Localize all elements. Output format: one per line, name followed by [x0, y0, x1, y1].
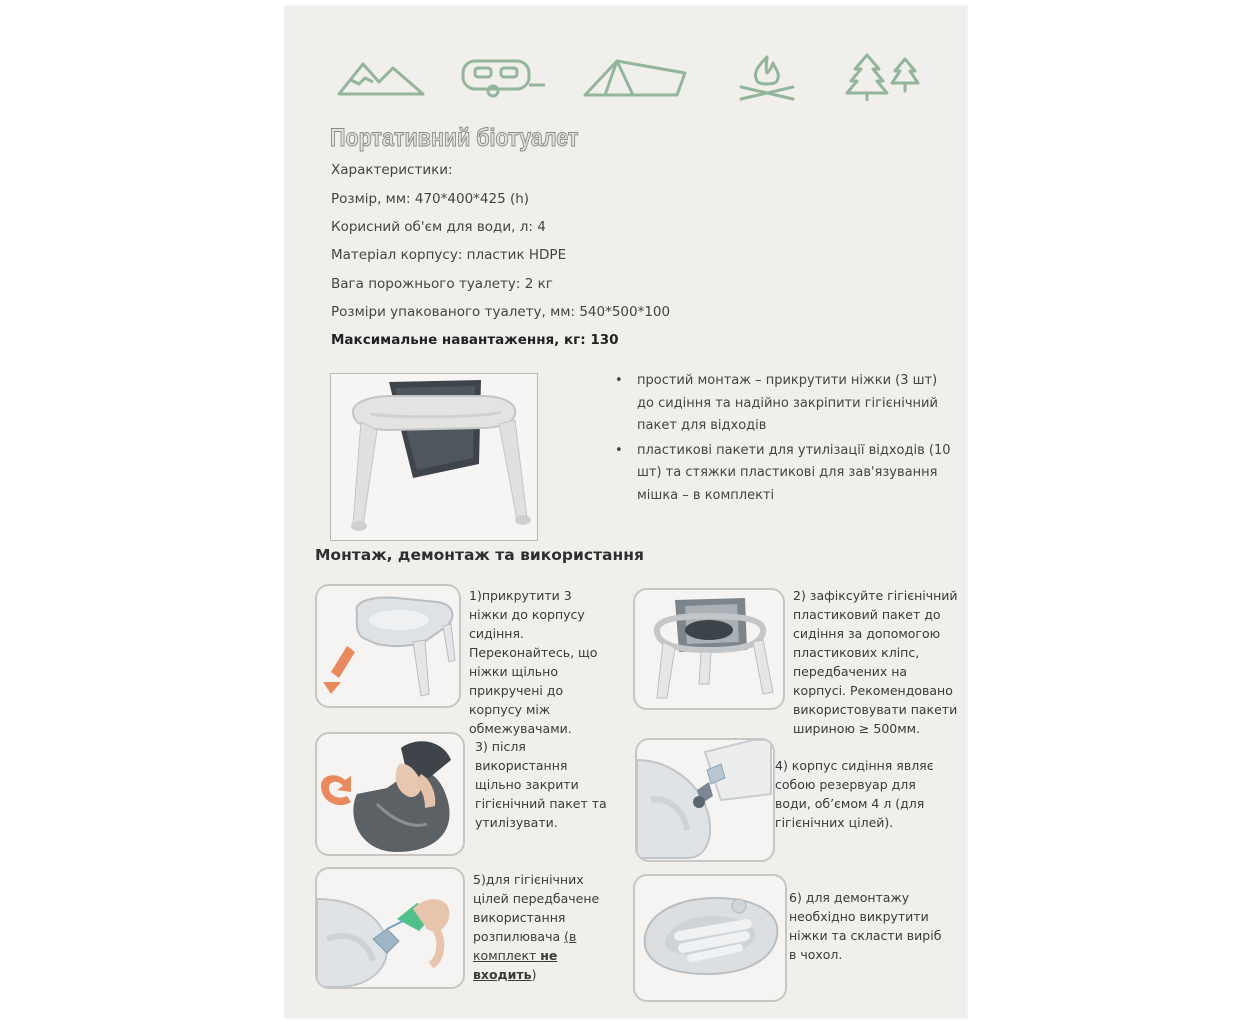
step4-text: 4) корпус сидіння являє собою резервуар для води, об’ємом 4 л (для гігієнічних цілей).	[775, 758, 934, 830]
step5-not-included: не входить	[473, 948, 558, 982]
campfire-icon	[735, 51, 799, 101]
list-item	[615, 440, 955, 508]
mountains-icon	[335, 51, 427, 101]
list-item	[615, 370, 955, 438]
feature-bags-included: пластикові пакети для утилізації відходів (10 шт) та стяжки пластикові для зав'язування мішка – в комплекті	[637, 442, 951, 503]
spec-weight: Вага порожнього туалету: 2 кг	[331, 276, 553, 292]
step6-text: 6) для демонтажу необхідно викрутити ніжки та скласти виріб в чохол.	[789, 890, 942, 962]
icon-row	[335, 51, 935, 101]
spec-size: Розмір, мм: 470*400*425 (h)	[331, 191, 530, 207]
spec-material: Матеріал корпусу: пластик HDPE	[331, 247, 567, 263]
product-photo	[330, 373, 538, 541]
step6-photo	[633, 874, 787, 1002]
step1-text: 1)прикрутити 3 ніжки до корпусу сидіння. Переконайтесь, що ніжки щільно прикручені до корпусу між обмежувачами.	[469, 588, 598, 736]
pine-trees-icon	[843, 51, 925, 101]
step5-komplekt: комплект	[473, 948, 537, 963]
spec-water-volume: Корисний об'єм для води, л: 4	[331, 219, 546, 235]
step2-text: 2) зафіксуйте гігієнічний пластиковий пакет до сидіння за допомогою пластикових кліпс, передбачених на корпусі. Рекомендовано використовувати пакети шириною ≥ 500мм.	[793, 588, 958, 736]
step5-paren-open: (в	[564, 929, 577, 944]
step5-text-main: 5)для гігієнічних цілей передбачене використання розпилювача	[473, 872, 600, 944]
section-title: Монтаж, демонтаж та використання	[315, 546, 644, 564]
tent-icon	[581, 51, 689, 101]
step1-photo	[315, 584, 461, 708]
step2-photo	[633, 588, 785, 710]
bullet-icon: •	[615, 442, 623, 458]
step5-text	[473, 870, 613, 984]
instruction-sheet	[285, 6, 967, 1018]
spec-heading: Характеристики:	[331, 162, 453, 178]
step5-photo	[315, 867, 465, 989]
bullet-icon: •	[615, 373, 623, 388]
spec-max-load: Максимальне навантаження, кг: 130	[331, 332, 619, 348]
camper-trailer-icon	[459, 51, 549, 101]
feature-assembly: простий монтаж – прикрутити ніжки (3 шт) до сидіння та надійно закріпити гігієнічний пакет для відходів	[637, 373, 938, 433]
step3-text: 3) після використання щільно закрити гігієнічний пакет та утилізувати.	[475, 739, 607, 830]
feature-list	[615, 370, 955, 507]
step5-paren-close: )	[531, 967, 537, 982]
spec-packed-size: Розміри упакованого туалету, мм: 540*500*100	[331, 304, 671, 320]
document-title: Портативний біотуалет	[330, 124, 579, 152]
step3-photo	[315, 732, 465, 856]
step4-photo	[635, 738, 775, 862]
